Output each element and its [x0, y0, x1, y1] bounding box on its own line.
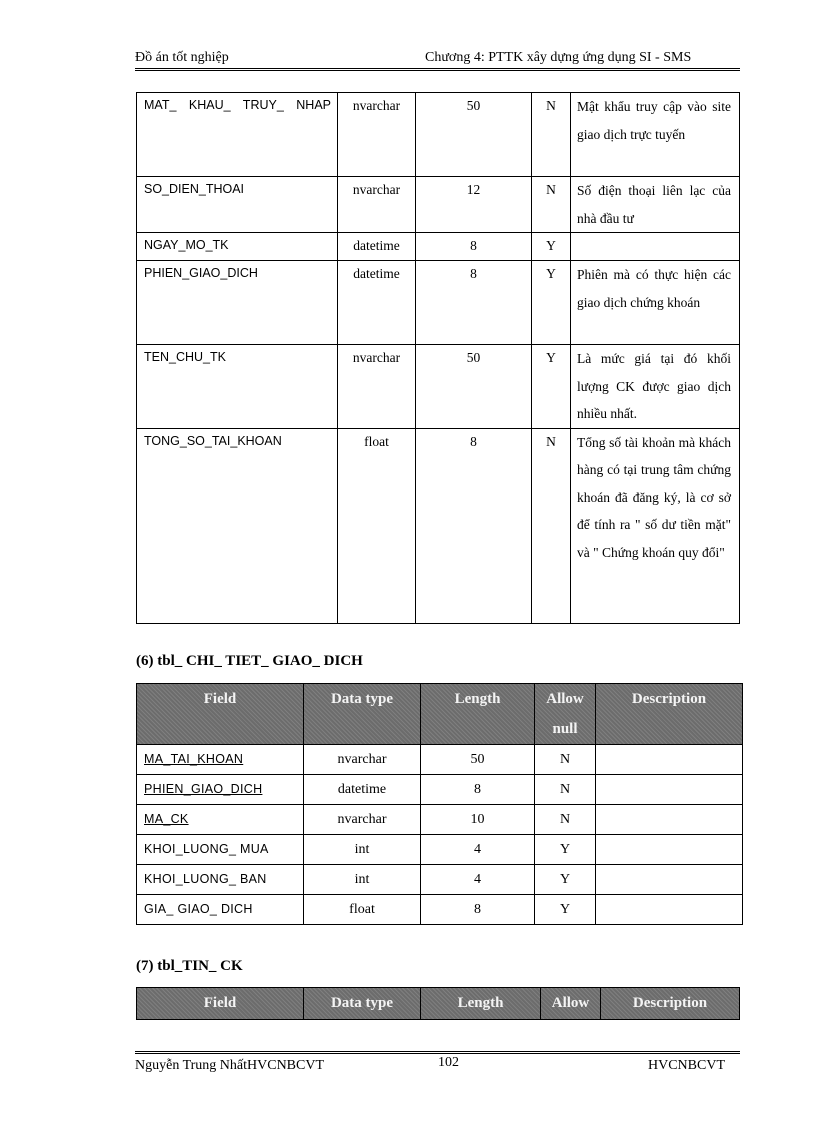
header-description: Description	[596, 684, 743, 745]
field-cell: MAT_ KHAU_ TRUY_ NHAP	[137, 93, 338, 177]
primary-key-field: MA_TAI_KHOAN	[144, 752, 244, 766]
description-cell	[596, 745, 743, 775]
description-cell	[571, 233, 740, 261]
header-allow-null: Allow null	[535, 684, 596, 745]
table-row	[137, 233, 740, 261]
null-cell: N	[535, 805, 596, 835]
type-cell: datetime	[338, 261, 416, 345]
header-data-type: Data type	[304, 988, 421, 1020]
field-cell: SO_DIEN_THOAI	[137, 177, 338, 233]
length-cell: 50	[416, 345, 532, 429]
type-cell: nvarchar	[304, 805, 421, 835]
field-cell	[137, 745, 304, 775]
null-cell: N	[535, 775, 596, 805]
table-row	[137, 835, 743, 865]
null-cell: N	[532, 428, 571, 623]
type-cell: int	[304, 835, 421, 865]
header-right: Chương 4: PTTK xây dựng ứng dụng SI - SMS	[425, 50, 692, 65]
description-cell	[596, 775, 743, 805]
type-cell: float	[338, 428, 416, 623]
description-cell: Phiên mà có thực hiện các giao dịch chứng khoán	[571, 261, 740, 345]
description-cell: Mật khẩu truy cập vào site giao dịch trực tuyến	[571, 93, 740, 177]
header-description: Description	[601, 988, 740, 1020]
length-cell: 4	[421, 865, 535, 895]
table-row	[137, 428, 740, 623]
table-top	[136, 92, 740, 624]
description-cell	[596, 865, 743, 895]
length-cell: 10	[421, 805, 535, 835]
type-cell: datetime	[338, 233, 416, 261]
type-cell: nvarchar	[304, 745, 421, 775]
page-number: 102	[438, 1055, 459, 1070]
field-cell: PHIEN_GIAO_DICH	[137, 261, 338, 345]
null-cell: Y	[532, 233, 571, 261]
null-cell: Y	[535, 865, 596, 895]
table-row	[137, 93, 740, 177]
header-data-type: Data type	[304, 684, 421, 745]
description-cell	[596, 895, 743, 925]
null-cell: N	[535, 745, 596, 775]
length-cell: 12	[416, 177, 532, 233]
field-cell	[137, 775, 304, 805]
field-cell	[137, 805, 304, 835]
description-cell: Số điện thoại liên lạc của nhà đầu tư	[571, 177, 740, 233]
null-cell: N	[532, 177, 571, 233]
type-cell: nvarchar	[338, 177, 416, 233]
footer-right: HVCNBCVT	[648, 1058, 726, 1073]
field-cell: KHOI_LUONG_ BAN	[137, 865, 304, 895]
primary-key-field: MA_CK	[144, 812, 189, 826]
header-field: Field	[137, 684, 304, 745]
primary-key-field: PHIEN_GIAO_DICH	[144, 782, 263, 796]
field-cell: GIA_ GIAO_ DICH	[137, 895, 304, 925]
length-cell: 8	[416, 428, 532, 623]
description-cell	[596, 835, 743, 865]
null-cell: Y	[532, 261, 571, 345]
section-7-title: (7) tbl_TIN_ CK	[136, 958, 243, 974]
table-row	[137, 775, 743, 805]
type-cell: datetime	[304, 775, 421, 805]
table-header-row	[137, 988, 740, 1020]
footer-author: Nguyễn Trung NhấtHVCNBCVT	[135, 1058, 325, 1073]
header-rule	[135, 68, 740, 71]
table-chi-tiet-giao-dich	[136, 683, 743, 925]
type-cell: nvarchar	[338, 93, 416, 177]
field-cell: TONG_SO_TAI_KHOAN	[137, 428, 338, 623]
length-cell: 8	[416, 233, 532, 261]
length-cell: 8	[416, 261, 532, 345]
header-field: Field	[137, 988, 304, 1020]
field-cell: NGAY_MO_TK	[137, 233, 338, 261]
null-cell: N	[532, 93, 571, 177]
header-length: Length	[421, 988, 541, 1020]
type-cell: int	[304, 865, 421, 895]
length-cell: 8	[421, 895, 535, 925]
table-row	[137, 345, 740, 429]
header-left: Đồ án tốt nghiệp	[135, 50, 229, 65]
table-row	[137, 895, 743, 925]
description-cell: Là mức giá tại đó khối lượng CK được giao dịch nhiều nhất.	[571, 345, 740, 429]
length-cell: 50	[416, 93, 532, 177]
footer-rule	[135, 1051, 740, 1054]
table-header-row	[137, 684, 743, 745]
null-cell: Y	[535, 835, 596, 865]
length-cell: 4	[421, 835, 535, 865]
description-cell: Tổng số tài khoản mà khách hàng có tại trung tâm chứng khoán đã đăng ký, là cơ sở để tính ra " số dư tiền mặt" và " Chứng khoán quy đổi"	[571, 428, 740, 623]
table-row	[137, 261, 740, 345]
table-row	[137, 805, 743, 835]
field-cell: KHOI_LUONG_ MUA	[137, 835, 304, 865]
type-cell: float	[304, 895, 421, 925]
table-row	[137, 745, 743, 775]
table-row	[137, 177, 740, 233]
field-cell: TEN_CHU_TK	[137, 345, 338, 429]
length-cell: 8	[421, 775, 535, 805]
description-cell	[596, 805, 743, 835]
null-cell: Y	[532, 345, 571, 429]
header-allow: Allow	[541, 988, 601, 1020]
table-tin-ck	[136, 987, 740, 1020]
null-cell: Y	[535, 895, 596, 925]
length-cell: 50	[421, 745, 535, 775]
header-length: Length	[421, 684, 535, 745]
table-row	[137, 865, 743, 895]
type-cell: nvarchar	[338, 345, 416, 429]
section-6-title: (6) tbl_ CHI_ TIET_ GIAO_ DICH	[136, 653, 363, 669]
